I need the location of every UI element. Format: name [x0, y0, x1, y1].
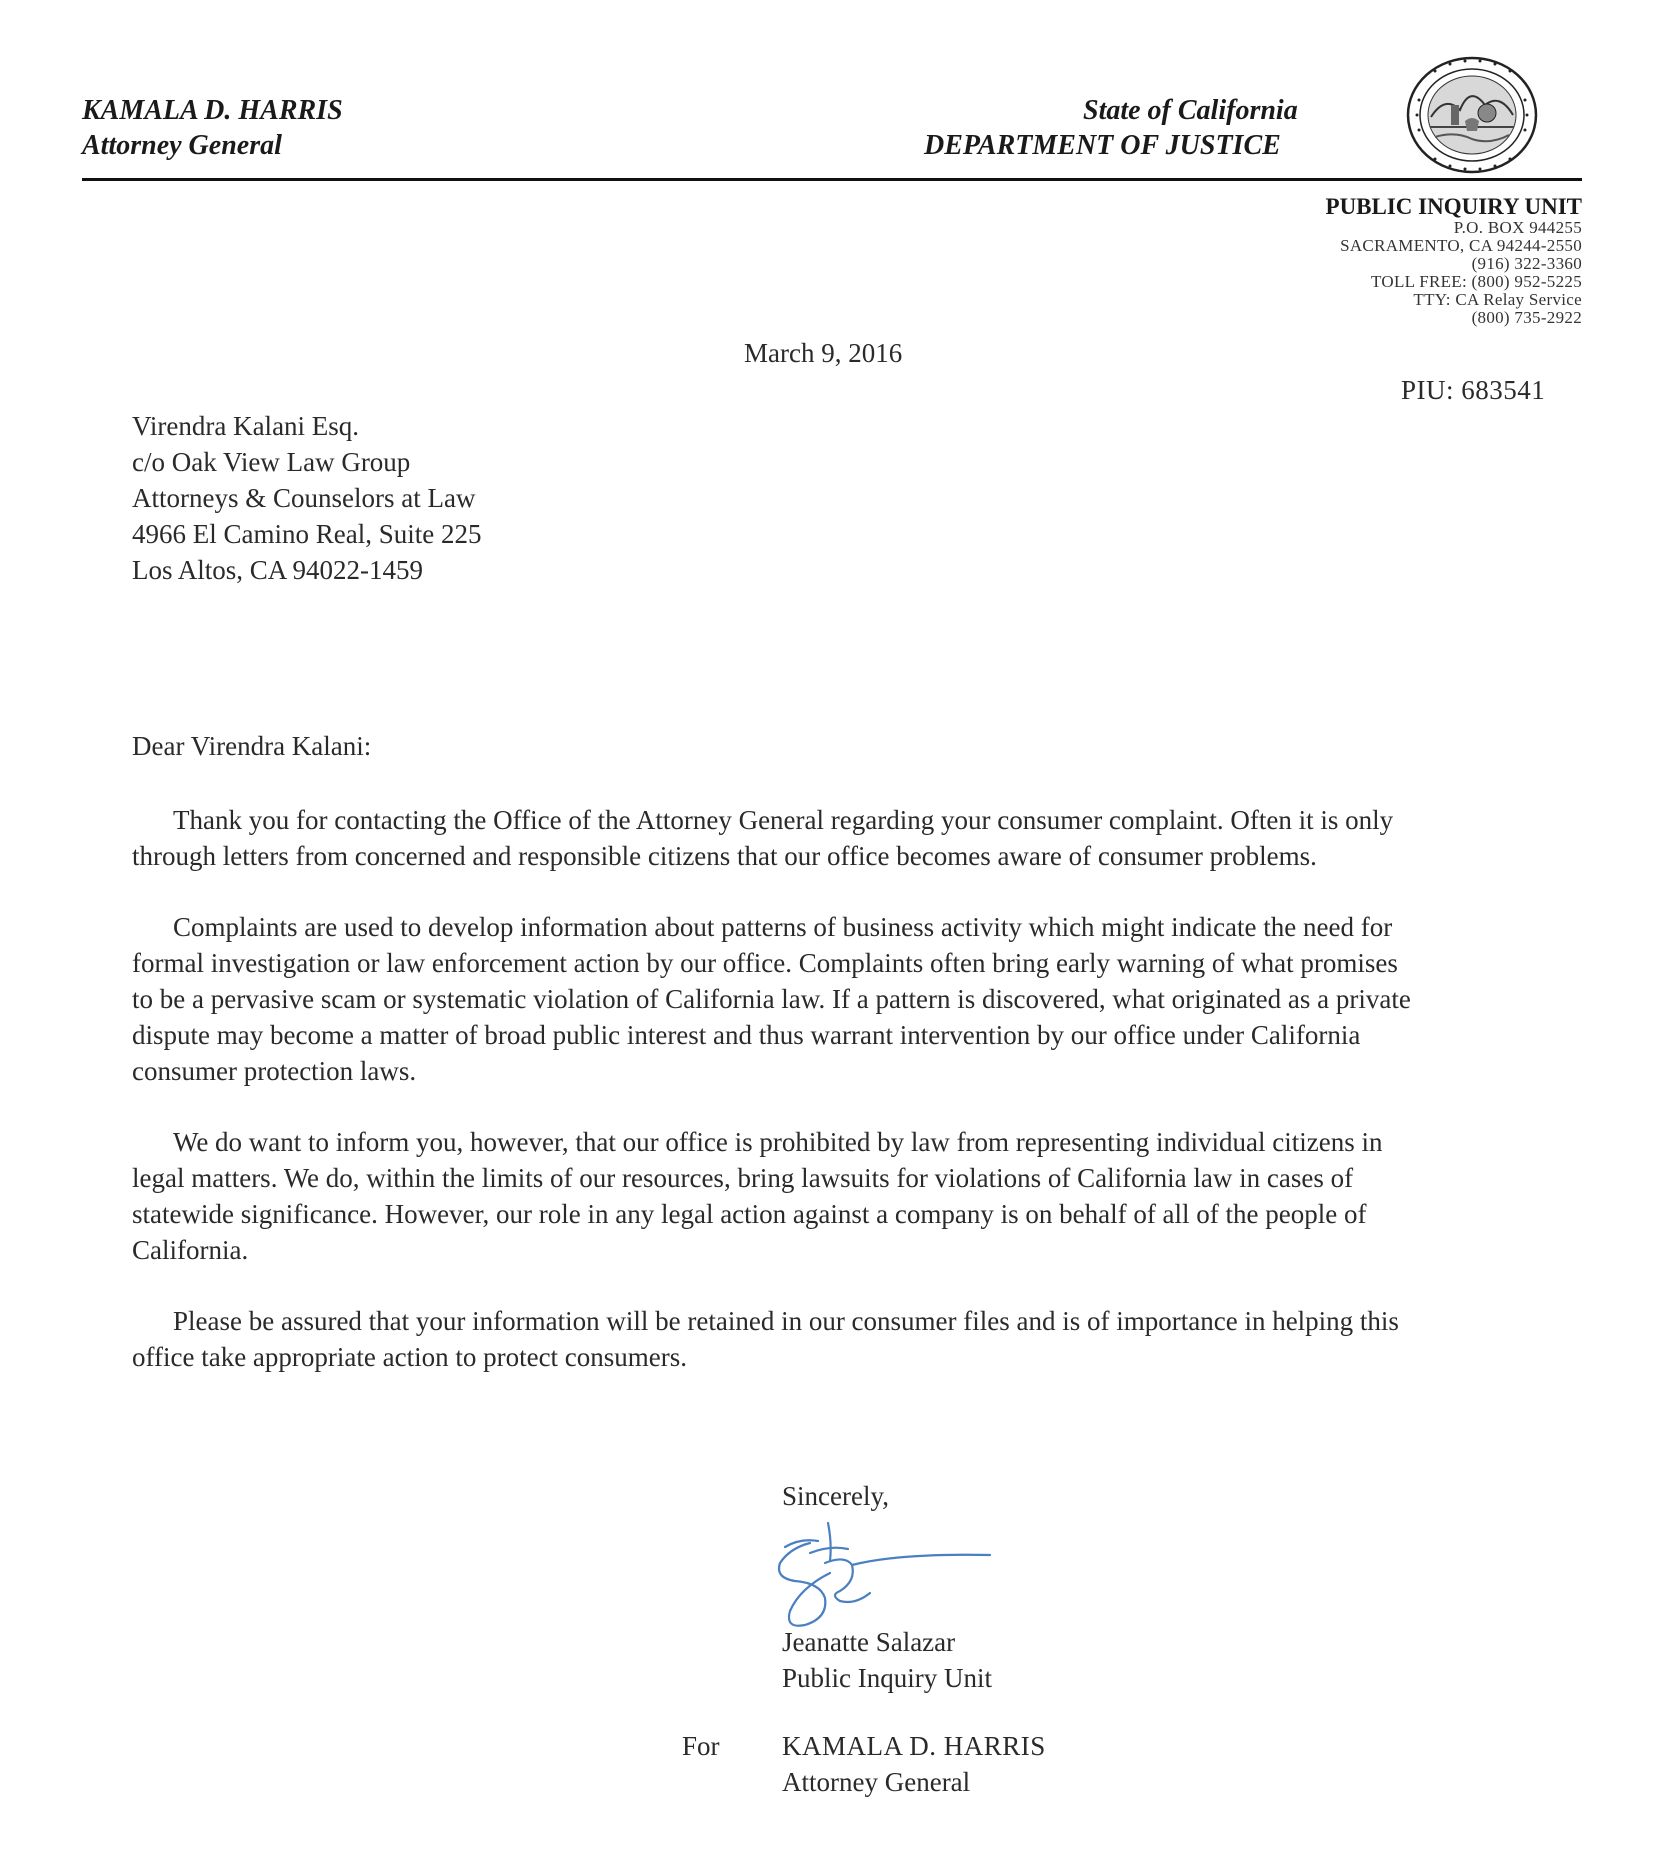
paragraph-line: Complaints are used to develop information about patterns of business activity which might indicate the need for	[173, 912, 1393, 942]
signer-name: Jeanatte Salazar	[782, 1627, 956, 1657]
paragraph-line: Please be assured that your information will be retained in our consumer files and is of importance in helping this	[173, 1306, 1399, 1336]
piu-number: PIU: 683541	[1401, 375, 1546, 405]
handwritten-signature	[770, 1503, 1010, 1633]
paragraph-line: Thank you for contacting the Office of the Attorney General regarding your consumer complaint. Often it is only	[173, 805, 1394, 835]
paragraph-line: to be a pervasive scam or systematic violation of California law. If a pattern is discovered, what originated as a private	[132, 984, 1411, 1014]
paragraph-line: dispute may become a matter of broad public interest and thus warrant intervention by our office under California	[132, 1020, 1361, 1050]
body-paragraph-2	[132, 909, 1411, 1089]
header-rule	[82, 178, 1582, 181]
attorney-general-name: KAMALA D. HARRIS	[82, 95, 343, 126]
recipient-line: Virendra Kalani Esq.	[132, 411, 360, 441]
on-behalf-name: KAMALA D. HARRIS	[782, 1731, 1046, 1761]
paragraph-line: California.	[132, 1235, 249, 1265]
paragraph-line: legal matters. We do, within the limits of our resources, bring lawsuits for violations of California law in cases of	[132, 1163, 1354, 1193]
paragraph-line: formal investigation or law enforcement action by our office. Complaints often bring early warning of what promises	[132, 948, 1398, 978]
signer-unit: Public Inquiry Unit	[782, 1663, 992, 1693]
body-paragraph-3	[132, 1124, 1382, 1268]
paragraph-line: consumer protection laws.	[132, 1056, 417, 1086]
recipient-line: c/o Oak View Law Group	[132, 447, 411, 477]
recipient-line: 4966 El Camino Real, Suite 225	[132, 519, 482, 549]
on-behalf-label: For	[682, 1731, 720, 1761]
unit-phone-line: (916) 322-3360	[1471, 254, 1582, 273]
department-name: DEPARTMENT OF JUSTICE	[924, 130, 1281, 161]
state-name: State of California	[1083, 95, 1298, 126]
letter-date: March 9, 2016	[744, 338, 903, 368]
body-paragraph-1	[132, 802, 1393, 874]
recipient-address	[132, 408, 481, 588]
salutation: Dear Virendra Kalani:	[132, 731, 372, 761]
unit-address-line: SACRAMENTO, CA 94244-2550	[1340, 236, 1582, 255]
unit-tty-phone-line: (800) 735-2922	[1471, 308, 1582, 327]
unit-address-line: P.O. BOX 944255	[1453, 218, 1582, 237]
recipient-line: Los Altos, CA 94022-1459	[132, 555, 424, 585]
paragraph-line: We do want to inform you, however, that our office is prohibited by law from representing individual citizens in	[173, 1127, 1383, 1157]
attorney-general-title: Attorney General	[82, 130, 282, 161]
unit-name: PUBLIC INQUIRY UNIT	[1325, 194, 1582, 219]
paragraph-line: statewide significance. However, our role in any legal action against a company is on behalf of all of the people of	[132, 1199, 1367, 1229]
body-paragraph-4	[132, 1303, 1399, 1375]
valediction: Sincerely,	[782, 1481, 889, 1511]
state-seal-icon	[1405, 55, 1540, 175]
unit-address-block	[1326, 195, 1582, 327]
paragraph-line: through letters from concerned and responsible citizens that our office becomes aware of consumer problems.	[132, 841, 1317, 871]
paragraph-line: office take appropriate action to protect consumers.	[132, 1342, 688, 1372]
unit-tty-line: TTY: CA Relay Service	[1413, 290, 1582, 309]
on-behalf-title: Attorney General	[782, 1767, 971, 1797]
unit-toll-free-line: TOLL FREE: (800) 952-5225	[1370, 272, 1582, 291]
recipient-line: Attorneys & Counselors at Law	[132, 483, 476, 513]
